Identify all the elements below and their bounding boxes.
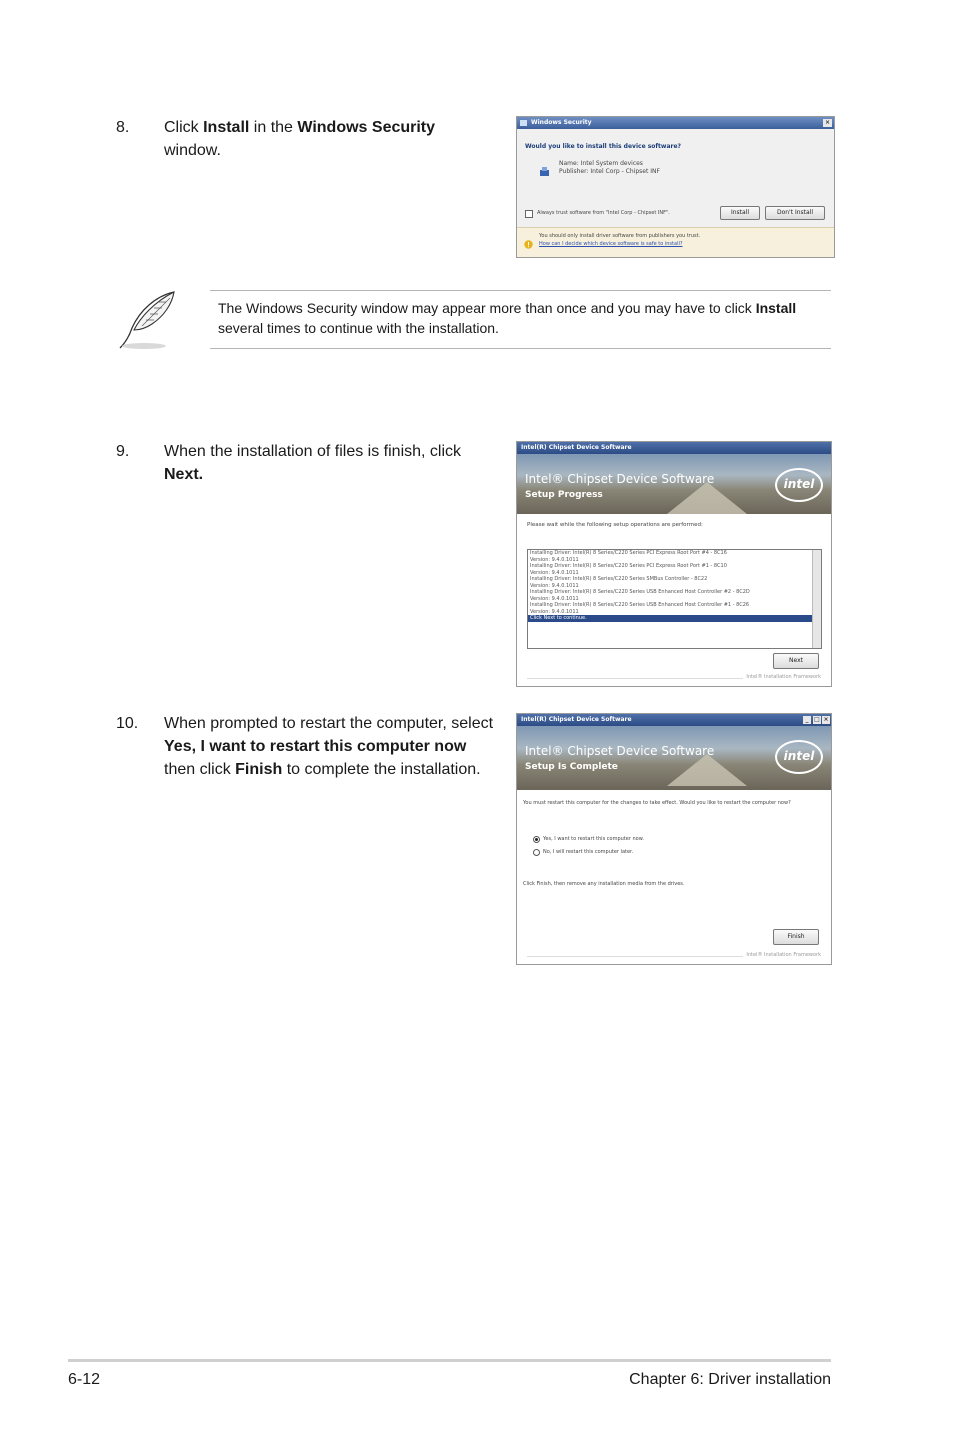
step-8-number: 8.: [116, 119, 130, 136]
intel-logo-icon: intel: [775, 740, 823, 774]
note-top-rule: [210, 290, 831, 291]
note-text: [218, 298, 828, 338]
progress-log-list[interactable]: [527, 549, 822, 649]
bold-text: Yes, I want to restart this computer now: [164, 738, 467, 755]
next-button[interactable]: Next: [773, 653, 819, 669]
device-icon: [539, 163, 551, 175]
text-run: several times to continue with the installation.: [218, 320, 499, 336]
text-run: Click: [164, 119, 204, 136]
name-line: Name: Intel System devices: [559, 160, 643, 167]
log-line: Installing Driver: Intel(R) 8 Series/C220 Series PCI Express Root Port #1 - 8C10: [530, 563, 727, 569]
log-line: Version: 9.4.0.1011: [530, 608, 579, 615]
text-run: window.: [164, 142, 221, 159]
log-line: Version: 9.4.0.1011: [530, 556, 579, 563]
bold-text: Finish: [235, 761, 283, 778]
text-run: When prompted to restart the computer, select: [164, 715, 494, 732]
always-trust-checkbox[interactable]: [525, 210, 533, 218]
window-title-bar: [517, 714, 831, 726]
log-line: Installing Driver: Intel(R) 8 Series/C220 Series USB Enhanced Host Controller #1 - 8C26: [530, 602, 750, 608]
restart-yes-radio[interactable]: [533, 836, 540, 843]
restart-message: You must restart this computer for the changes to take effect. Would you like to restart the computer now?: [523, 800, 791, 806]
finish-button[interactable]: Finish: [773, 929, 819, 945]
bold-text: Install: [755, 300, 797, 316]
step-9-number: 9.: [116, 443, 130, 460]
log-scrollbar[interactable]: [812, 550, 821, 648]
text-run: then click: [164, 761, 236, 778]
log-line: Installing Driver: Intel(R) 8 Series/C220 Series PCI Express Root Port #4 - 8C16: [530, 550, 727, 556]
close-icon[interactable]: ×: [824, 119, 831, 126]
restart-no-radio[interactable]: [533, 849, 540, 856]
log-line: Version: 9.4.0.1011: [530, 569, 579, 576]
finish-note: Click Finish, then remove any installation media from the drives.: [523, 881, 685, 887]
bold-text: Install: [203, 119, 250, 136]
publisher-line: Publisher: Intel Corp - Chipset INF: [559, 168, 660, 175]
intel-setup-complete-screenshot: [516, 713, 832, 965]
window-title-bar: [517, 117, 834, 129]
text-run: in the: [249, 119, 298, 136]
log-line: Installing Driver: Intel(R) 8 Series/C220 Series USB Enhanced Host Controller #2 - 8C2D: [530, 589, 750, 595]
warning-icon: [524, 234, 533, 243]
intel-setup-progress-screenshot: [516, 441, 832, 687]
step-8-text: [164, 116, 494, 162]
log-selected-line: Click Next to continue.: [528, 615, 821, 622]
close-icon[interactable]: ×: [823, 716, 829, 723]
always-trust-label: Always trust software from "Intel Corp - Chipset INF".: [537, 210, 670, 216]
banner-subtitle: Setup Is Complete: [525, 762, 618, 772]
banner-title: Intel® Chipset Device Software: [525, 744, 715, 758]
page-number: 6-12: [68, 1371, 101, 1388]
help-link[interactable]: How can I decide which device software is safe to install?: [539, 241, 683, 247]
installation-framework-label: Intel® Installation Framework: [743, 952, 821, 958]
windows-security-screenshot: [516, 116, 835, 258]
minimize-icon[interactable]: _: [803, 716, 811, 724]
step-10-text: [164, 712, 494, 781]
step-10-number: 10.: [116, 715, 139, 732]
step-9-text: [164, 440, 494, 486]
note-bottom-rule: [210, 348, 831, 349]
text-run: The Windows Security window may appear more than once and you may have to click: [218, 300, 756, 316]
chapter-title: Chapter 6: Driver installation: [629, 1371, 831, 1388]
banner-title: Intel® Chipset Device Software: [525, 472, 715, 486]
window-icon: [520, 120, 527, 126]
feather-pen-icon: [114, 288, 180, 352]
footer-rule: [68, 1359, 831, 1362]
progress-instruction: Please wait while the following setup operations are performed:: [527, 522, 703, 528]
intel-banner: [517, 454, 831, 514]
window-title: Windows Security: [531, 119, 592, 126]
warning-text: You should only install driver software from publishers you trust.: [539, 233, 701, 239]
maximize-icon[interactable]: □: [814, 716, 820, 723]
window-title: Intel(R) Chipset Device Software: [521, 716, 632, 723]
restart-yes-label: Yes, I want to restart this computer now.: [543, 836, 644, 842]
log-lines: [528, 550, 821, 615]
log-line: Version: 9.4.0.1011: [530, 595, 579, 602]
installation-framework-label: Intel® Installation Framework: [743, 674, 821, 680]
log-line: Installing Driver: Intel(R) 8 Series/C220 Series SMBus Controller - 8C22: [530, 576, 708, 582]
bold-text: Windows Security: [297, 119, 436, 136]
dont-install-button[interactable]: Don't Install: [765, 206, 825, 220]
intel-banner: [517, 726, 831, 790]
text-run: When the installation of files is finish, click: [164, 443, 462, 460]
install-button[interactable]: Install: [720, 206, 760, 220]
install-question: Would you like to install this device software?: [525, 143, 682, 150]
window-title-bar: Intel(R) Chipset Device Software: [517, 442, 831, 454]
text-run: to complete the installation.: [282, 761, 481, 778]
log-line: Version: 9.4.0.1011: [530, 582, 579, 589]
bold-text: Next.: [164, 466, 204, 483]
banner-subtitle: Setup Progress: [525, 490, 603, 500]
restart-no-label: No, I will restart this computer later.: [543, 849, 634, 855]
intel-logo-icon: intel: [775, 468, 823, 502]
